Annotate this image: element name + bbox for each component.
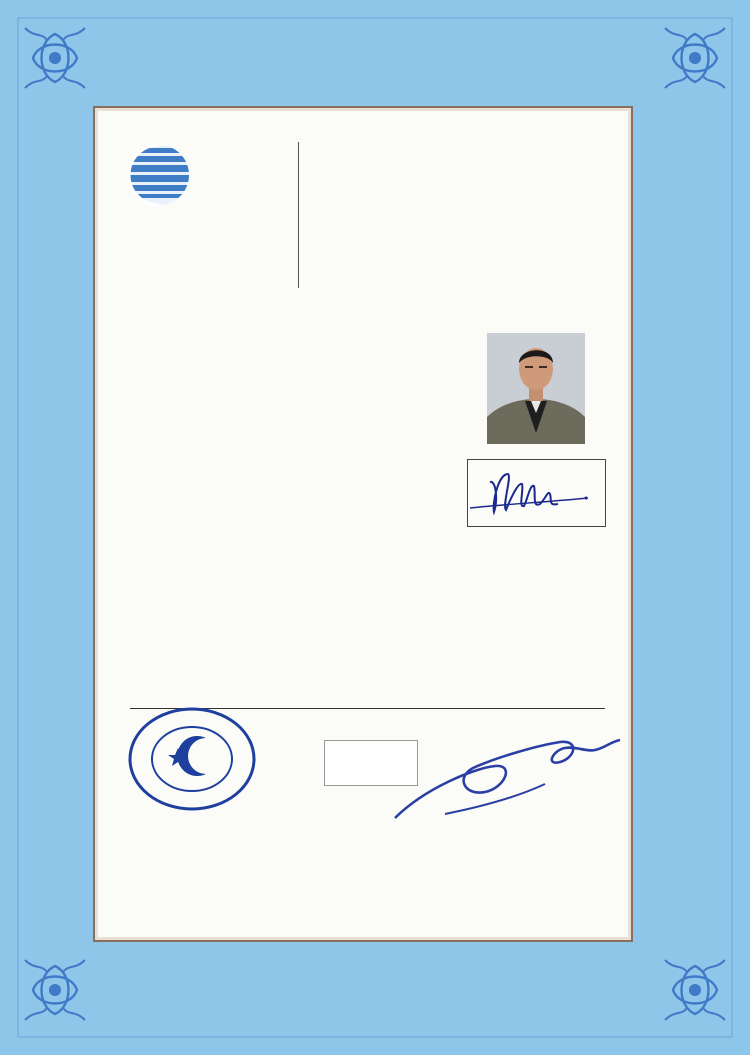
member-photo (487, 333, 585, 444)
tmmob-logo (120, 130, 300, 290)
field-row-connection (131, 625, 601, 641)
member-signature-box (467, 459, 606, 527)
portrait-image (487, 333, 585, 444)
globe-logo-icon (126, 140, 192, 210)
member-signature (468, 460, 605, 526)
corner-ornament-bottom-right (665, 960, 725, 1020)
field-row-activity (131, 647, 601, 663)
certificate-title (360, 132, 582, 138)
corner-ornament-bottom-left (25, 960, 85, 1020)
official-seal (122, 702, 262, 812)
corner-ornament-top-right (665, 28, 725, 88)
field-row-office-address (131, 589, 601, 605)
corner-ornament-top-left (25, 28, 85, 88)
field-row-office-title (131, 567, 601, 583)
header-divider (298, 142, 299, 288)
field-row-office-no (131, 546, 601, 562)
director-signature (385, 728, 630, 828)
